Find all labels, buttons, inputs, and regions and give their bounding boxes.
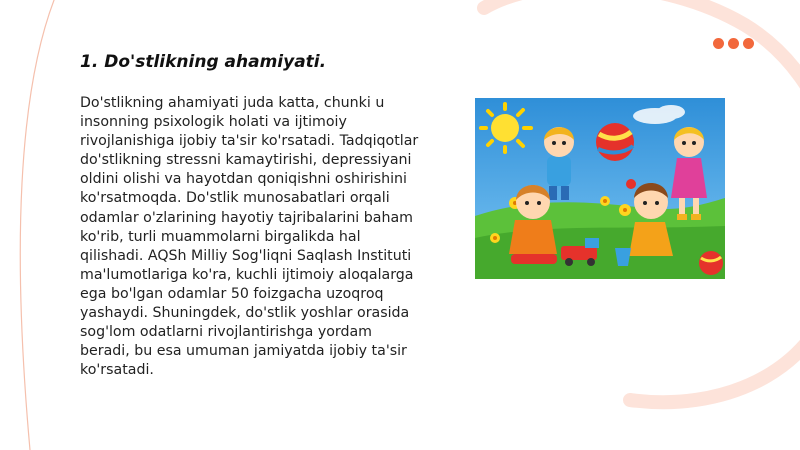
three-dots-icon: [713, 38, 754, 49]
children-playing-illustration: [475, 98, 725, 279]
ground-ball-icon: [699, 251, 723, 275]
dot: [728, 38, 739, 49]
ball-icon: [596, 123, 634, 161]
left-decorative-line: [20, 0, 56, 450]
dot: [713, 38, 724, 49]
dot: [743, 38, 754, 49]
slide-body-text: Do'stlikning ahamiyati juda katta, chunki u insonning psixologik holati va ijtimoiy rivojlanishiga ijobiy ta'sir ko'rsatadi. Tadqiqotlar do'stlikning stressni kamaytirishi, depressiyani oldini olishi va hayotdan qoniqishni oshirishini ko'rsatmoqda. Do'stlik munosabatlari orqali odamlar o'zlarining hayotiy tajribalarini baham ko'rib, turli muammolarni birgalikda hal qilishadi. AQSh Milliy Sog'liqni Saqlash Instituti ma'lumotlariga ko'ra, kuchli ijtimoiy aloqalarga ega bo'lgan odamlar 50 foizgacha uzoqroq yashaydi. Shuningdek, do'stlik yoshlar orasida sog'lom odatlarni rivojlantirishga yordam beradi, bu esa umuman jamiyatda ijobiy ta'sir ko'rsatadi.: [80, 95, 419, 379]
slide-title: 1. Do'stlikning ahamiyati.: [80, 52, 327, 72]
